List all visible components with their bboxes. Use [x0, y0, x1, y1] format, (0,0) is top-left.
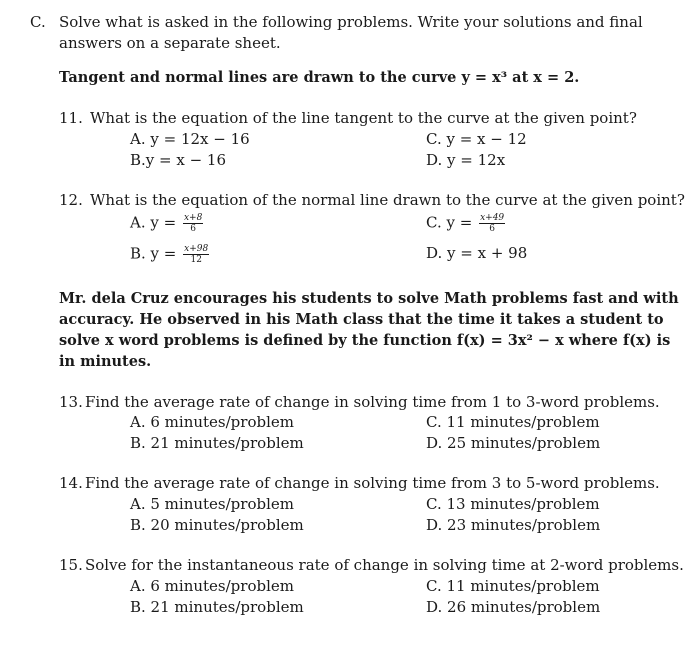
q14-choice-b: B. 20 minutes/problem — [130, 516, 304, 534]
problem-set2-line1: Mr. dela Cruz encourages his students to solve Math problems fast and with — [59, 290, 679, 307]
q15-choice-a: A. 6 minutes/problem — [130, 577, 294, 595]
q15-choice-b: B. 21 minutes/problem — [130, 598, 304, 616]
q11-number: 11. — [59, 109, 83, 127]
q13-choice-c: C. 11 minutes/problem — [426, 413, 600, 431]
problem-set2-line3: solve x word problems is defined by the function f(x) = 3x² − x where f(x) is — [59, 332, 671, 349]
q15-number: 15. — [59, 556, 83, 574]
q12-choice-b-numerator: x+98 — [184, 244, 209, 254]
q12-choice-a — [130, 213, 203, 234]
q12-choice-c-denominator: 6 — [489, 224, 495, 234]
q13-choice-d: D. 25 minutes/problem — [426, 434, 601, 452]
q14-choice-c: C. 13 minutes/problem — [426, 495, 600, 513]
problem-set2-line2: accuracy. He observed in his Math class that the time it takes a student to — [59, 311, 664, 328]
q12-choice-a-prefix: A. y = — [130, 213, 177, 232]
q12-choice-a-fraction — [183, 213, 203, 234]
q11-question: What is the equation of the line tangent to the curve at the given point? — [90, 109, 637, 127]
q13-choice-b: B. 21 minutes/problem — [130, 434, 304, 452]
q12-choice-a-denominator: 6 — [190, 224, 196, 234]
q12-choice-c-fraction — [479, 213, 505, 234]
q11-choice-b: B.y = x − 16 — [130, 151, 227, 169]
q12-choice-c — [426, 213, 505, 234]
q14-choice-a: A. 5 minutes/problem — [130, 495, 294, 513]
q12-choice-b — [130, 244, 209, 265]
q12-choice-b-denominator: 12 — [190, 255, 202, 265]
q13-number: 13. — [59, 393, 83, 411]
q14-number: 14. — [59, 474, 83, 492]
q13-choice-a: A. 6 minutes/problem — [130, 413, 294, 431]
q15-choice-d: D. 26 minutes/problem — [426, 598, 601, 616]
q11-choice-c: C. y = x − 12 — [426, 130, 527, 148]
section-label: C. — [30, 13, 46, 31]
q14-question: Find the average rate of change in solving time from 3 to 5-word problems. — [85, 474, 660, 492]
q15-question: Solve for the instantaneous rate of change in solving time at 2-word problems. — [85, 556, 684, 574]
q13-question: Find the average rate of change in solving time from 1 to 3-word problems. — [85, 393, 660, 411]
section-instruction-line1: Solve what is asked in the following problems. Write your solutions and final — [59, 13, 643, 31]
q14-choice-d: D. 23 minutes/problem — [426, 516, 601, 534]
q11-choice-d: D. y = 12x — [426, 151, 506, 169]
q12-number: 12. — [59, 191, 83, 209]
q12-question: What is the equation of the normal line drawn to the curve at the given point? — [90, 191, 685, 209]
q12-choice-c-numerator: x+49 — [480, 213, 505, 223]
section-instruction-line2: answers on a separate sheet. — [59, 34, 281, 52]
q15-choice-c: C. 11 minutes/problem — [426, 577, 600, 595]
q12-choice-b-fraction — [183, 244, 209, 265]
q12-choice-c-prefix: C. y = — [426, 213, 473, 232]
q11-choice-a: A. y = 12x − 16 — [130, 130, 250, 148]
q12-choice-d: D. y = x + 98 — [426, 244, 528, 262]
q12-choice-a-numerator: x+8 — [183, 213, 203, 223]
problem-set1-heading: Tangent and normal lines are drawn to the curve y = x³ at x = 2. — [59, 69, 580, 86]
problem-set2-line4: in minutes. — [59, 353, 152, 370]
q12-choice-b-prefix: B. y = — [130, 244, 177, 263]
